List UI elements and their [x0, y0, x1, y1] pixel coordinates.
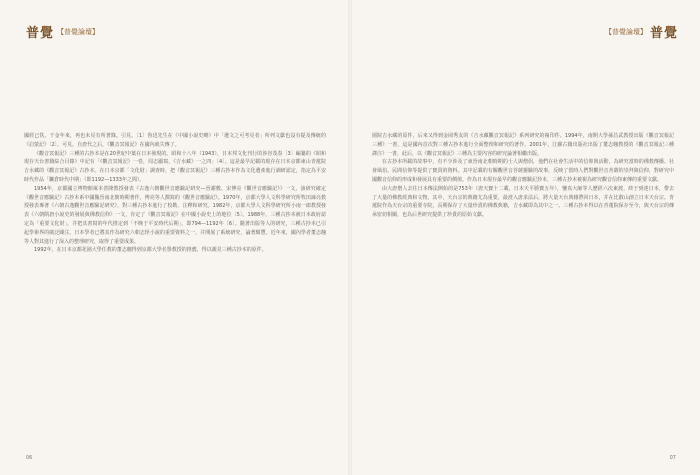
left-page-number: 06	[26, 455, 33, 461]
right-paragraph-2: 在古抄本所載的故事中，有不少涉及了東晉南北朝時期的士人與僧侶，他們在社會生活中的信仰與活動，為研究當時的佛教傳播、社會風俗、民間信仰等提供了寶貴的資料。其中記載的有關觀世音菩薩靈驗的故事，反映了當時人們對觀世音菩薩的崇拜與信仰，對研究中國觀音信仰的形成和發展具有重要的價值。作為日本現存最早的觀音應驗記抄本，三種古抄本被視為研究觀音信仰東傳的重要文獻。	[372, 159, 674, 183]
left-page-body	[24, 132, 326, 255]
right-page-logo: 普覺	[649, 26, 678, 41]
left-paragraph-4: 1992年，在日本京都花園大學任教的董志翹得到京都大學名譽教授的推薦，得以親見三種古抄本的原件。	[34, 247, 267, 254]
left-page-header	[26, 22, 102, 41]
left-paragraph-1: 國經已佚，千金年來，再也未見有所著錄。引見。〔1〕魯迅先生在《中國小說史略》中「遺文之可考見者」所列文獻也沒有提及傳統的《启蒙記》〔2〕。可見，自唐代之后，《觀音冥報記》在國內就失傳了。	[24, 133, 326, 148]
right-page-number: 07	[669, 455, 676, 461]
left-paragraph-3: 1954年，京都國立博物館塚本善隆教授發表《古逸六朝觀世音應驗記研究—晉謝敷、宋傅亮《觀世音應驗記》》一文，該研究確定《觀世音應驗記》古抄本系中國魏晉南北朝時期著作，傅亮等人撰寫的《觀世音應驗記》。1970年，京都大學人文科學研究所牧田諦亮教授發表專著《六朝古逸觀世音應驗記研究》，對三種古抄本進行了校勘、注釋和研究。1982年，京都大學人文科學研究所小南一郎教授發表《六朝隋唐小說史的發展與佛教信仰》一文，肯定了《觀音冥報記》在中國小說史上的地位〔5〕。1988年，三種古抄本被日本政府認定為「重要文化財」，并把其書寫的年代推定到「不晚于平安時代后期」，即794—1192年〔6〕。隨著出版等人的研究，三種古抄本已引起學術界的廣泛關注。日本學者已將其作為研究六朝志怪小說的重要資料之一，并開展了系統研究，論著頗豐。近年來，國內學者董志翹等人對其進行了深入的整理研究，取得了重要成果。	[24, 185, 326, 245]
right-page	[350, 0, 700, 475]
left-page-column-label: 【普覺論壇】	[57, 27, 100, 36]
right-page-body	[372, 132, 674, 220]
right-paragraph-1: 園院吉水藏的原件，后來又得到金岡秀友的《吉水藏觀音冥報記》系列研究的複印件。1994年，南開大學孫昌武教授出版《觀音冥報記三種》一書，這是國內首次對三種古抄本進行全面整理和研究的著作。2001年，江蘇古籍出版社出版了董志翹教授的《觀音冥報記三種譯注》一書，此后，以《觀音冥報記》三種為主要內容的研究論著相繼出版。	[372, 133, 674, 157]
right-page-column-label: 【普覺論壇】	[604, 27, 647, 36]
left-page-logo: 普覺	[26, 26, 55, 41]
right-paragraph-3: 由大唐僧人去往日本傳法開始的是753年（唐天寶十二載，日本天平勝寶五年），鑒真大師等人歷經六次東渡，終于到達日本，帶去了大量的佛教經典和文物。其中，天台宗的典籍尤為重要，最澄入唐求法后，將大量天台典籍帶回日本，并在比叡山創立日本天台宗。青蓮院作為天台宗的重要寺院，長期保存了大量珍貴的佛教典籍，吉水藏即為其中之一。三種古抄本得以在青蓮院保存至今，與天台宗的傳承密切相關，也為后世研究提供了珍貴的原始文獻。	[372, 185, 674, 219]
right-page-header	[602, 22, 678, 41]
left-paragraph-2: 《觀音冥報記》三種的古抄本是在20世紀中葉在日本發現的。昭和十八年（1943），日本邦文化刊行的涉谷茂春〔3〕編纂的《昭和現存天台書籍綜合目錄》中記有「《觀音冥報記》一卷，周志顯寫，《吉水藏》一之四」〔4〕。這是最早記載的現存在日本京都東山青蓮院吉水藏的《觀音冥報記》古抄本。在日本京都「文化財」調查時，把《觀音冥報記》三種古抄本作為文化遺產進行調研認定，指定為平安時代作品「鐮倉時代中期」（即1192—1333年之間）。	[24, 150, 326, 183]
